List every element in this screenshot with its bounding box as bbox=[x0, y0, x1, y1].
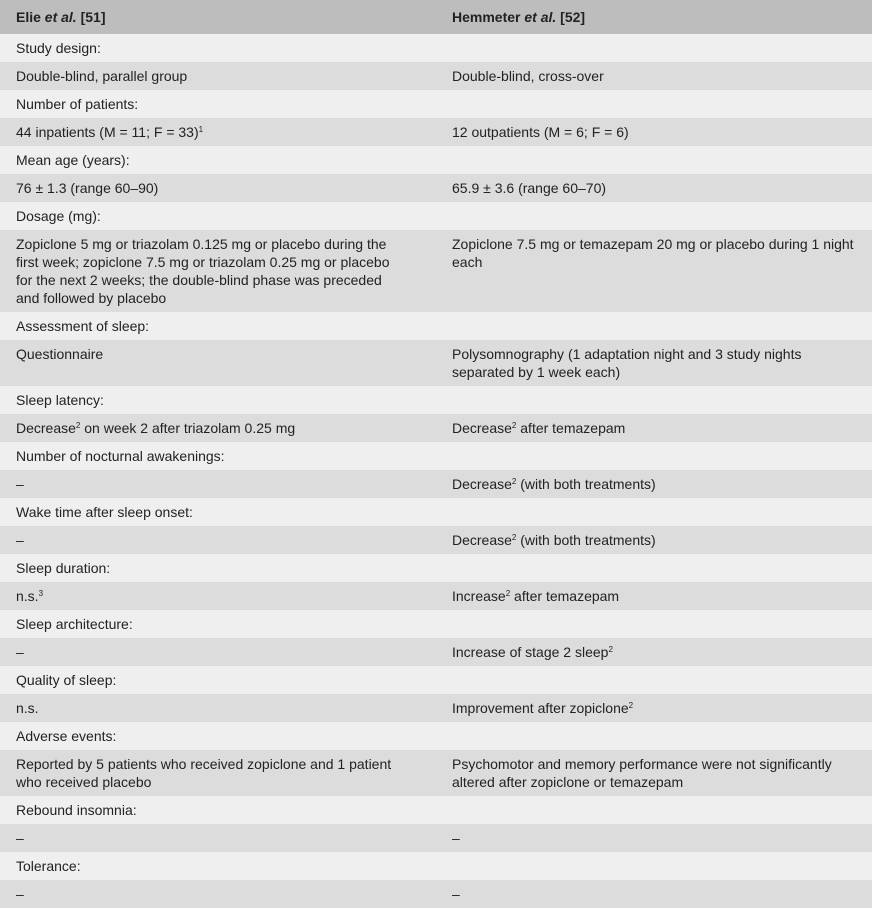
cell-elie: 76 ± 1.3 (range 60–90) bbox=[0, 174, 452, 202]
cell-hemmeter: Double-blind, cross-over bbox=[452, 62, 872, 90]
footnote-marker: 2 bbox=[511, 477, 517, 486]
row-label bbox=[0, 90, 872, 118]
label-wake-time: Wake time after sleep onset: bbox=[0, 498, 872, 526]
footnote-marker: 2 bbox=[511, 421, 517, 430]
footnote-marker: 3 bbox=[38, 589, 44, 598]
label-sleep-duration: Sleep duration: bbox=[0, 554, 872, 582]
row-label bbox=[0, 852, 872, 880]
cell-elie: 44 inpatients (M = 11; F = 33)$^1$ bbox=[0, 118, 452, 146]
table-row bbox=[0, 694, 872, 722]
cell-elie: Double-blind, parallel group bbox=[0, 62, 452, 90]
cell-hemmeter: Increase$^2$ after temazepam bbox=[452, 582, 872, 610]
label-sleep-architecture: Sleep architecture: bbox=[0, 610, 872, 638]
row-label bbox=[0, 146, 872, 174]
cell-hemmeter: – bbox=[452, 880, 872, 908]
cell-hemmeter: Psychomotor and memory performance were not significantly altered after zopiclone or temazepam bbox=[452, 750, 872, 796]
cell-elie: n.s.$^3$ bbox=[0, 582, 452, 610]
row-label bbox=[0, 312, 872, 340]
row-label bbox=[0, 34, 872, 62]
table-row bbox=[0, 582, 872, 610]
label-mean-age: Mean age (years): bbox=[0, 146, 872, 174]
table-row bbox=[0, 230, 872, 312]
table-header-row bbox=[0, 0, 872, 34]
cell-hemmeter: Decrease$^2$ after temazepam bbox=[452, 414, 872, 442]
cell-hemmeter: Zopiclone 7.5 mg or temazepam 20 mg or placebo during 1 night each bbox=[452, 230, 872, 312]
label-tolerance: Tolerance: bbox=[0, 852, 872, 880]
table-row bbox=[0, 824, 872, 852]
row-label bbox=[0, 442, 872, 470]
label-adverse-events: Adverse events: bbox=[0, 722, 872, 750]
table-row bbox=[0, 118, 872, 146]
header-hemmeter: Hemmeter et al. [52] bbox=[452, 0, 872, 34]
label-study-design: Study design: bbox=[0, 34, 872, 62]
footnote-marker: 2 bbox=[628, 701, 634, 710]
footnote-marker: 2 bbox=[511, 533, 517, 542]
cell-hemmeter: – bbox=[452, 824, 872, 852]
footnote-marker: 2 bbox=[608, 645, 613, 654]
table-row bbox=[0, 340, 872, 386]
cell-hemmeter: Polysomnography (1 adaptation night and 3 study nights separated by 1 week each) bbox=[452, 340, 872, 386]
cell-elie: Decrease$^2$ on week 2 after triazolam 0.25 mg bbox=[0, 414, 452, 442]
row-label bbox=[0, 722, 872, 750]
row-label bbox=[0, 554, 872, 582]
cell-elie: – bbox=[0, 470, 452, 498]
header-elie: Elie et al. [51] bbox=[0, 0, 452, 34]
footnote-marker: 2 bbox=[505, 589, 511, 598]
row-label bbox=[0, 666, 872, 694]
cell-elie: – bbox=[0, 638, 452, 666]
table-row bbox=[0, 638, 872, 666]
cell-hemmeter: Improvement after zopiclone$^2$ bbox=[452, 694, 872, 722]
footnote-marker: 1 bbox=[198, 125, 204, 134]
cell-hemmeter: Increase of stage 2 sleep$^2$ bbox=[452, 638, 872, 666]
cell-elie: – bbox=[0, 526, 452, 554]
cell-elie: Questionnaire bbox=[0, 340, 452, 386]
cell-hemmeter: 12 outpatients (M = 6; F = 6) bbox=[452, 118, 872, 146]
cell-elie: – bbox=[0, 880, 452, 908]
row-label bbox=[0, 202, 872, 230]
row-label bbox=[0, 386, 872, 414]
row-label bbox=[0, 796, 872, 824]
label-rebound-insomnia: Rebound insomnia: bbox=[0, 796, 872, 824]
cell-hemmeter: 65.9 ± 3.6 (range 60–70) bbox=[452, 174, 872, 202]
cell-elie: n.s. bbox=[0, 694, 452, 722]
label-sleep-latency: Sleep latency: bbox=[0, 386, 872, 414]
label-nocturnal-awakenings: Number of nocturnal awakenings: bbox=[0, 442, 872, 470]
table-row bbox=[0, 62, 872, 90]
row-label bbox=[0, 610, 872, 638]
label-dosage: Dosage (mg): bbox=[0, 202, 872, 230]
cell-hemmeter: Decrease$^2$ (with both treatments) bbox=[452, 526, 872, 554]
table-row bbox=[0, 174, 872, 202]
row-label bbox=[0, 498, 872, 526]
cell-elie: Zopiclone 5 mg or triazolam 0.125 mg or placebo during the first week; zopiclone 7.5 mg or triazolam 0.25 mg or placebo for the next 2 weeks; the double-blind phase was preceded and followed by placebo bbox=[0, 230, 452, 312]
cell-elie: – bbox=[0, 824, 452, 852]
cell-hemmeter: Decrease$^2$ (with both treatments) bbox=[452, 470, 872, 498]
label-quality-of-sleep: Quality of sleep: bbox=[0, 666, 872, 694]
table-row bbox=[0, 526, 872, 554]
table-row bbox=[0, 470, 872, 498]
label-assessment-of-sleep: Assessment of sleep: bbox=[0, 312, 872, 340]
table-row bbox=[0, 750, 872, 796]
label-number-of-patients: Number of patients: bbox=[0, 90, 872, 118]
cell-elie: Reported by 5 patients who received zopiclone and 1 patient who received placebo bbox=[0, 750, 452, 796]
footnote-marker: 2 bbox=[75, 421, 81, 430]
table-row bbox=[0, 414, 872, 442]
